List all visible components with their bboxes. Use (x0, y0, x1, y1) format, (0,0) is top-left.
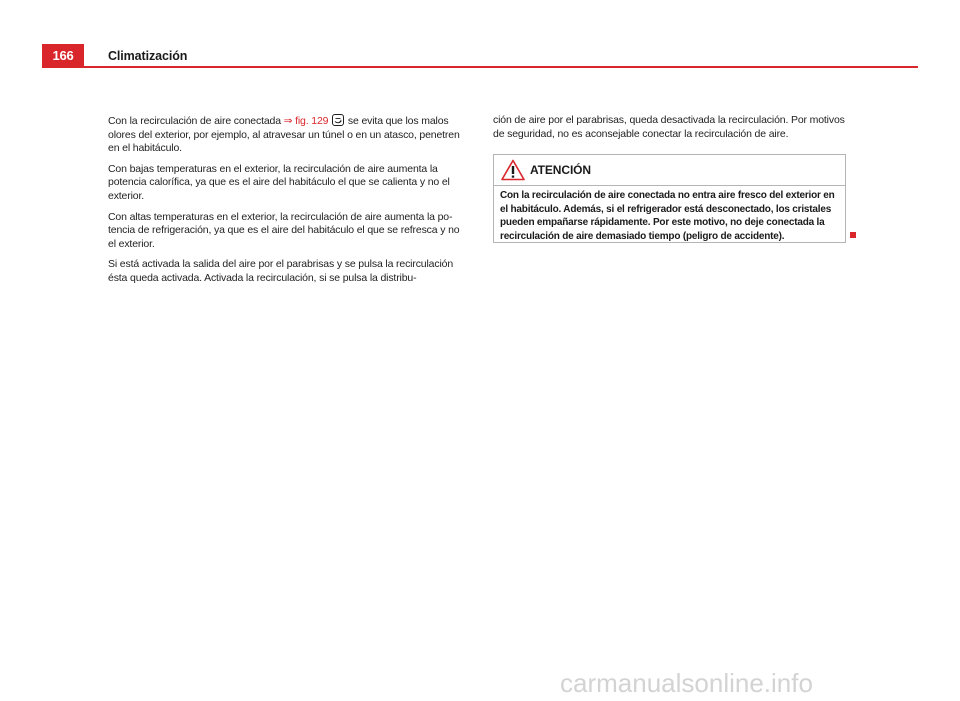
page-number: 166 (42, 44, 84, 68)
warning-header (494, 155, 845, 186)
paragraph-low-temperatures: Con bajas temperaturas en el exterior, la recirculación de aire aumenta la potencia calorífica, ya que es el aire del habitáculo el que se calienta y no el exterior. (108, 162, 450, 202)
paragraph-text: se evita que los malos olores del exterior, por ejemplo, al atravesar un túnel o en un atasco, penetren en el habitáculo. (108, 115, 460, 155)
warning-title: ATENCIÓN (530, 163, 591, 177)
left-column (108, 114, 468, 293)
paragraph-high-temperatures: Con altas temperaturas en el exterior, la recirculación de aire aumenta la potencia de refrigeración, ya que es el aire del habitáculo el que se refresca y no el exterior. (108, 210, 460, 250)
paragraph-text: Con la recirculación de aire conectada (108, 115, 284, 127)
watermark: carmanualsonline.info (560, 668, 813, 698)
header-rule (42, 66, 918, 68)
paragraph-continuation: ción de aire por el parabrisas, queda desactivada la recirculación. Por motivos de seguridad, no es aconsejable conectar la recirculación de aire. (493, 114, 845, 140)
section-end-marker (850, 232, 856, 238)
warning-triangle-icon (501, 159, 525, 181)
recirculation-icon (332, 114, 344, 126)
warning-text: Con la recirculación de aire conectada no entra aire fresco del exterior en el habitáculo. Además, si el refrigerador está desconectado, los cristales pueden empañarse rápidamente. Por este motivo, no deje conectada la recirculación de aire demasiado tiempo (peligro de accidente). (500, 190, 835, 242)
paragraph-recirculation-intro (108, 114, 468, 156)
right-column (493, 114, 853, 148)
page-title: Climatización (108, 49, 188, 63)
figure-reference-link[interactable]: ⇒ fig. 129 (283, 115, 329, 127)
paragraph-windshield-outlet: Si está activada la salida del aire por el parabrisas y se pulsa la recirculación ésta queda activada. Activada la recirculación, si se pulsa la distribu- (108, 258, 454, 284)
warning-box (493, 154, 846, 243)
